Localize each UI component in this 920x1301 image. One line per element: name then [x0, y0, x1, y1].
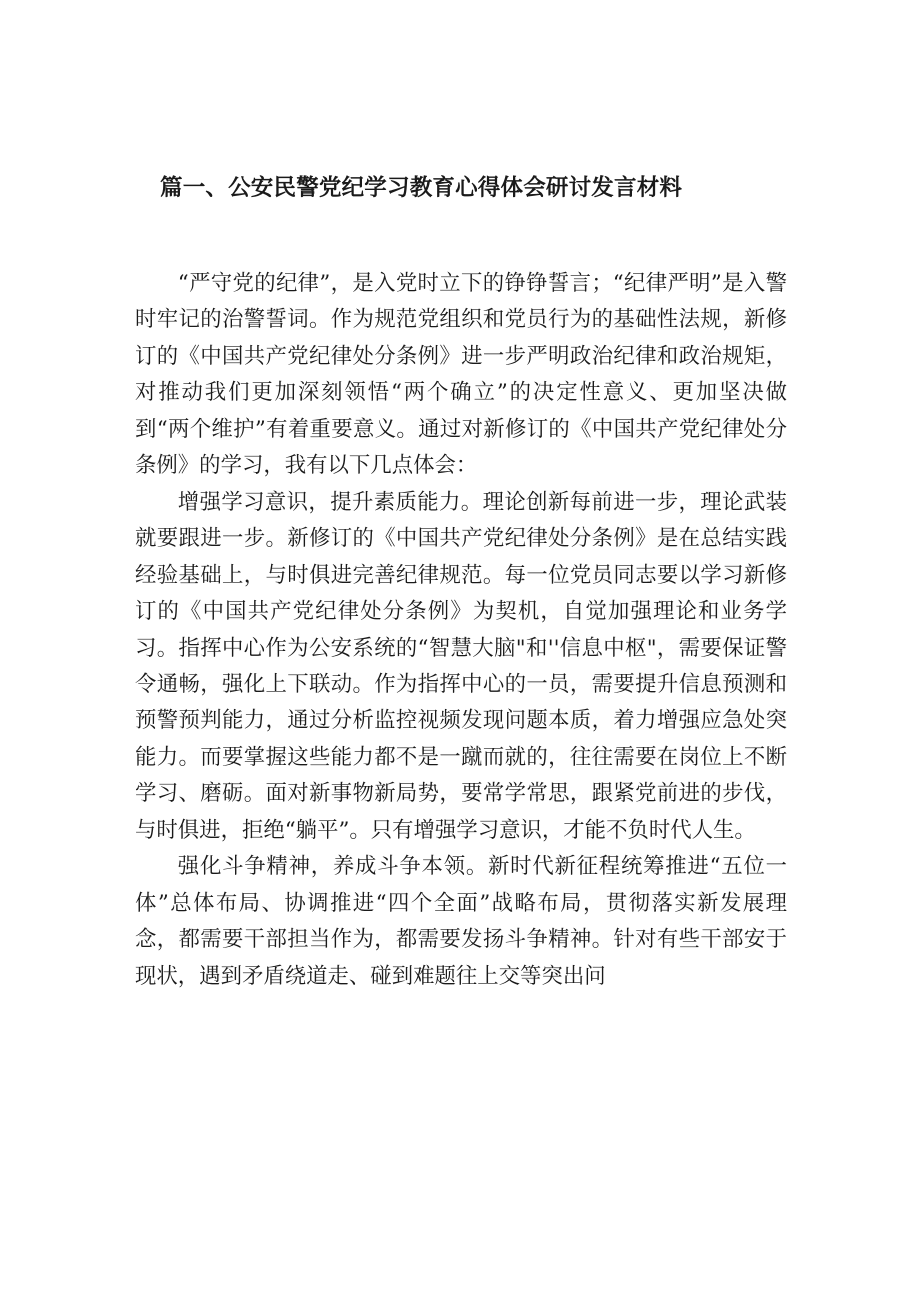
paragraph-study-awareness: 增强学习意识，提升素质能力。理论创新每前进一步，理论武装就要跟进一步。新修订的《中国共产党纪律处分条例》是在总结实践经验基础上，与时俱进完善纪律规范。每一位党员同志要以学习新修订的《中国共产党纪律处分条例》为契机，自觉加强理论和业务学习。指挥中心作为公安系统的“智慧大脑"和''信息中枢"，需要保证警令通畅，强化上下联动。作为指挥中心的一员，需要提升信息预测和预警预判能力，通过分析监控视频发现问题本质，着力增强应急处突能力。而要掌握这些能力都不是一蹴而就的，往往需要在岗位上不断学习、磨砺。面对新事物新局势，要常学常思，跟紧党前进的步伐，与时俱进，拒绝“躺平”。只有增强学习意识，才能不负时代人生。 [135, 489, 787, 843]
document-title: 篇一、公安民警党纪学习教育心得体会研讨发言材料 [160, 175, 683, 201]
document-body [135, 266, 787, 995]
paragraph-struggle-spirit: 强化斗争精神，养成斗争本领。新时代新征程统筹推进“五位一体”总体布局、协调推进“四个全面”战略布局，贯彻落实新发展理念，都需要干部担当作为，都需要发扬斗争精神。针对有些干部安于现状，遇到矛盾绕道走、碰到难题往上交等突出问 [135, 854, 787, 989]
paragraph-intro: “严守党的纪律”，是入党时立下的铮铮誓言；“纪律严明”是入警时牢记的治警誓词。作为规范党组织和党员行为的基础性法规，新修订的《中国共产党纪律处分条例》进一步严明政治纪律和政治规矩，对推动我们更加深刻领悟“两个确立”的决定性意义、更加坚决做到“两个维护”有着重要意义。通过对新修订的《中国共产党纪律处分条例》的学习，我有以下几点体会： [135, 271, 787, 479]
